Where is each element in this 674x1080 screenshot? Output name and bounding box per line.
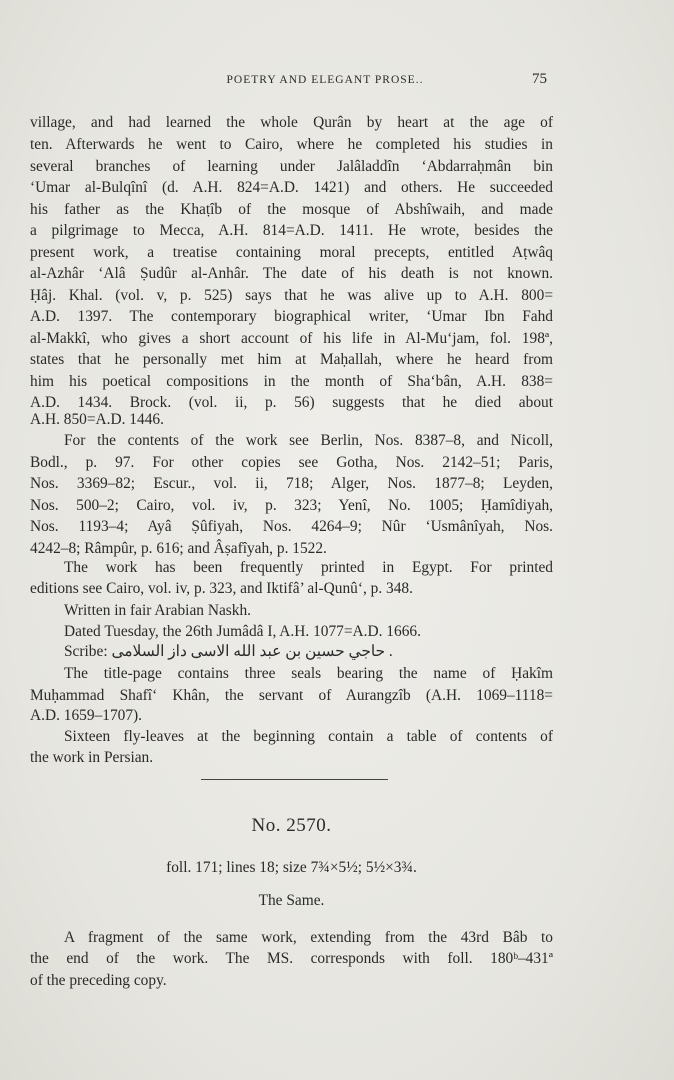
text-line: him his poetical compositions in the month of Sha‘bân, A.H. 838=: [30, 373, 553, 390]
text-line: For the contents of the work see Berlin, Nos. 8387–8, and Nicoll,: [64, 432, 553, 449]
text-line: Dated Tuesday, the 26th Jumâdâ I, A.H. 1077=A.D. 1666.: [64, 623, 421, 640]
text-line: the work in Persian.: [30, 749, 154, 766]
text-line: village, and had learned the whole Qurân by heart at the age of: [30, 114, 553, 131]
text-line: Written in fair Arabian Naskh.: [64, 602, 252, 619]
text-line: The work has been frequently printed in Egypt. For printed: [64, 559, 553, 576]
text-line: Scribe: حاجي حسين بن عبد الله الاسى داز السلامى .: [64, 643, 393, 660]
text-line: Bodl., p. 97. For other copies see Gotha, Nos. 2142–51; Paris,: [30, 454, 553, 471]
text-line: states that he personally met him at Maḥallah, where he heard from: [30, 351, 553, 368]
text-line: Nos. 1193–4; Ayâ Ṣûfiyah, Nos. 4264–9; Nûr ‘Usmânîyah, Nos.: [30, 518, 553, 535]
text-line: al-Makkî, who gives a short account of his life in Al-Mu‘jam, fol. 198ª,: [30, 330, 553, 347]
text-line: a pilgrimage to Mecca, A.H. 814=A.D. 1411. He wrote, besides the: [30, 222, 553, 239]
entry-line: the end of the work. The MS. corresponds with foll. 180ᵇ–431ª: [30, 950, 553, 967]
text-line: A.D. 1434. Brock. (vol. ii, p. 56) suggests that he died about: [30, 394, 553, 411]
section-divider: [201, 779, 388, 780]
text-line: Nos. 3369–82; Escur., vol. ii, 718; Alger, Nos. 1877–8; Leyden,: [30, 475, 553, 492]
text-line: several branches of learning under Jalâladdîn ‘Abdarraḥmân bin: [30, 158, 553, 175]
text-line: A.D. 1397. The contemporary biographical writer, ‘Umar Ibn Fahd: [30, 308, 553, 325]
entry-subtitle: The Same.: [258, 892, 325, 909]
entry-line: of the preceding copy.: [30, 972, 167, 989]
text-line: A.H. 850=A.D. 1446.: [30, 411, 164, 428]
entry-line: A fragment of the same work, extending from the 43rd Bâb to: [64, 929, 553, 946]
entry-number: No. 2570.: [251, 815, 332, 836]
entry-collation: foll. 171; lines 18; size 7¾×5½; 5½×3¾.: [166, 859, 417, 876]
text-line: present work, a treatise containing moral precepts, entitled Aṭwâq: [30, 244, 553, 261]
text-line: 4242–8; Râmpûr, p. 616; and Âṣafîyah, p. 1522.: [30, 540, 327, 557]
text-line: Ḥâj. Khal. (vol. v, p. 525) says that he was alive up to A.H. 800=: [30, 287, 553, 304]
text-line: Sixteen fly-leaves at the beginning contain a table of contents of: [64, 728, 553, 745]
text-line: ‘Umar al-Bulqînî (d. A.H. 824=A.D. 1421) and others. He succeeded: [30, 179, 553, 196]
text-line: Nos. 500–2; Cairo, vol. iv, p. 323; Yenî, No. 1005; Ḥamîdiyah,: [30, 497, 553, 514]
text-line: The title-page contains three seals bearing the name of Ḥakîm: [64, 665, 553, 682]
text-line: ten. Afterwards he went to Cairo, where he completed his studies in: [30, 136, 553, 153]
text-line: his father as the Khaṭîb of the mosque of Abshîwaih, and made: [30, 201, 553, 218]
text-line: Muḥammad Shafî‘ Khân, the servant of Aurangzîb (A.H. 1069–1118=: [30, 687, 553, 704]
running-title: POETRY AND ELEGANT PROSE..: [226, 74, 424, 86]
text-line: al-Azhâr ‘Alâ Ṣudûr al-Anhâr. The date of his death is not known.: [30, 265, 553, 282]
text-line: A.D. 1659–1707).: [30, 707, 143, 724]
text-line: editions see Cairo, vol. iv, p. 323, and Iktifâ’ al-Qunû‘, p. 348.: [30, 580, 413, 597]
page-number: 75: [532, 71, 547, 87]
